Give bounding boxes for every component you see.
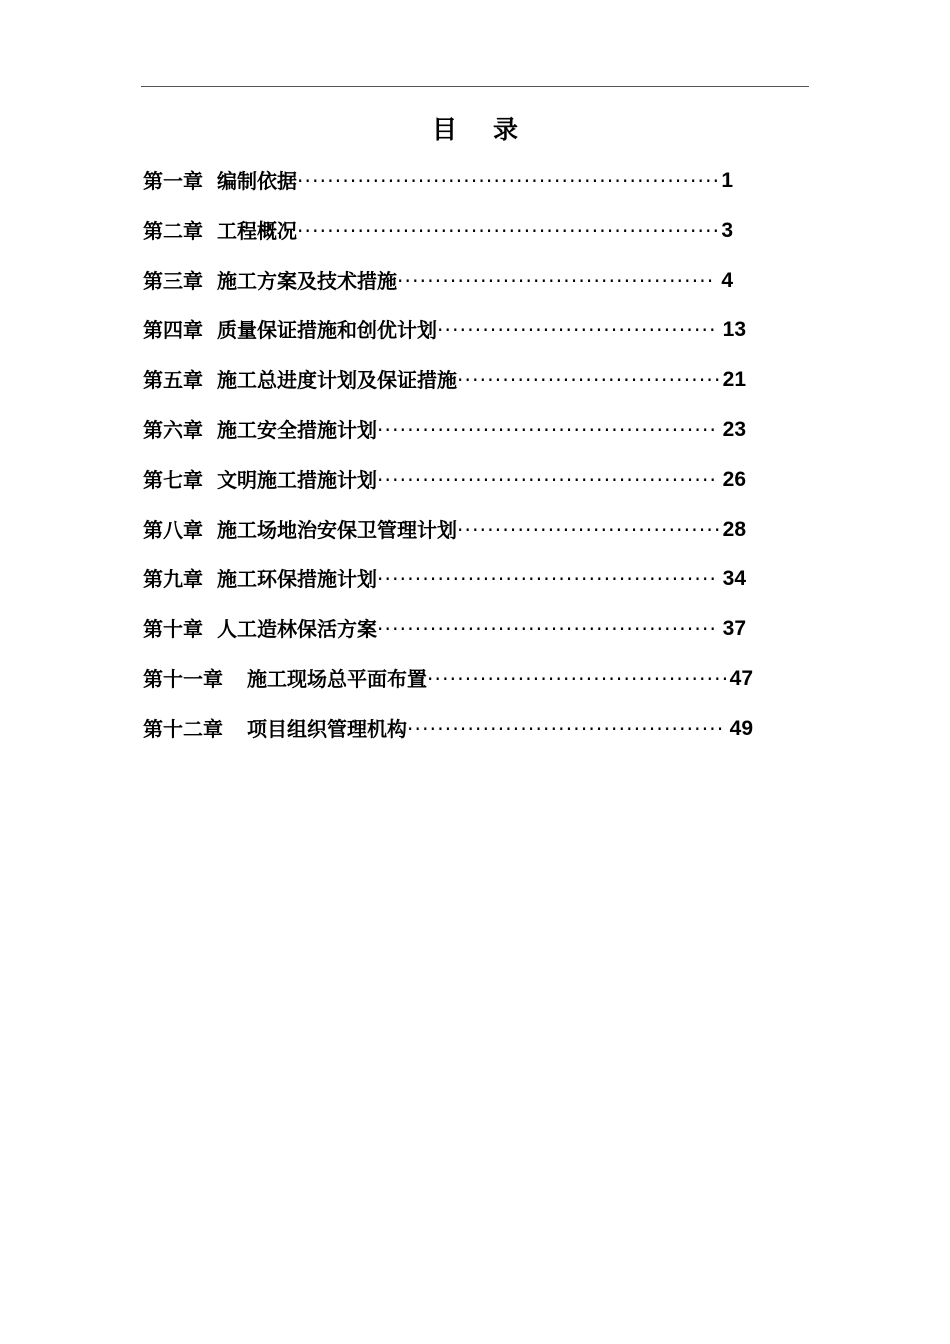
toc-page-number: 13 (722, 318, 746, 342)
toc-page-number: 23 (722, 417, 746, 441)
toc-dot-leader: ············································· (377, 417, 718, 442)
toc-page-number: 34 (722, 567, 746, 591)
toc-chapter-name: 项目组织管理机构 (247, 716, 407, 741)
toc-dot-leader: ························································ (297, 218, 721, 243)
toc-dot-leader: ·········································· (397, 268, 715, 293)
toc-dot-leader: ············································· (377, 567, 718, 592)
toc-chapter-name: 编制依据 (217, 169, 297, 193)
toc-dot-leader: ························································ (297, 169, 721, 193)
toc-entry[interactable] (143, 166, 753, 216)
toc-chapter-number: 第三章 (143, 268, 203, 293)
toc-dot-leader: ····································· (437, 318, 717, 343)
toc-page-number: 28 (722, 517, 746, 541)
toc-dot-leader: ·········································· (407, 716, 725, 741)
toc-entry[interactable] (143, 714, 753, 764)
toc-chapter-name: 工程概况 (217, 218, 297, 243)
toc-chapter-number: 第十二章 (143, 716, 223, 741)
toc-chapter-name: 文明施工措施计划 (217, 467, 377, 492)
toc-title-char-2: 录 (493, 115, 519, 144)
toc-page-number: 26 (722, 467, 746, 491)
toc-dot-leader: ············································· (377, 467, 718, 492)
toc-chapter-name: 施工场地治安保卫管理计划 (217, 517, 457, 542)
toc-dot-leader: ········································ (427, 666, 730, 691)
toc-chapter-number: 第十章 (143, 617, 203, 642)
toc-chapter-number: 第六章 (143, 417, 203, 442)
toc-chapter-number: 第八章 (143, 517, 203, 542)
toc-entry[interactable] (143, 365, 753, 415)
toc-title (0, 112, 950, 148)
toc-page-number: 37 (722, 617, 746, 641)
toc-chapter-name: 施工总进度计划及保证措施 (217, 368, 457, 393)
toc-chapter-number: 第一章 (143, 169, 203, 193)
toc-entry[interactable] (143, 664, 753, 714)
toc-entry[interactable] (143, 614, 753, 664)
toc-chapter-number: 第二章 (143, 218, 203, 243)
toc-entry[interactable] (143, 315, 753, 365)
toc-chapter-name: 施工安全措施计划 (217, 417, 377, 442)
toc-dot-leader: ··································· (457, 517, 722, 542)
toc-chapter-name: 质量保证措施和创优计划 (217, 318, 437, 343)
toc-page-number: 4 (721, 268, 733, 292)
toc-chapter-number: 第五章 (143, 368, 203, 393)
toc-chapter-number: 第十一章 (143, 666, 223, 691)
toc-entry[interactable] (143, 564, 753, 614)
toc-page-number: 21 (722, 368, 746, 392)
toc-title-char-1: 目 (431, 115, 457, 144)
toc-page-number: 47 (729, 666, 753, 690)
toc-dot-leader: ············································· (377, 617, 718, 642)
toc-entry[interactable] (143, 515, 753, 565)
toc-page-number: 1 (721, 169, 733, 192)
toc-dot-leader: ··································· (457, 368, 722, 393)
toc-entry[interactable] (143, 266, 753, 316)
toc-chapter-name: 人工造林保活方案 (217, 617, 377, 642)
toc-chapter-name: 施工环保措施计划 (217, 567, 377, 592)
toc-chapter-name: 施工方案及技术措施 (217, 268, 397, 293)
header-rule (141, 86, 809, 87)
toc-chapter-number: 第九章 (143, 567, 203, 592)
toc-chapter-number: 第四章 (143, 318, 203, 343)
toc-chapter-name: 施工现场总平面布置 (247, 666, 427, 691)
toc-list (143, 166, 753, 764)
toc-chapter-number: 第七章 (143, 467, 203, 492)
toc-entry[interactable] (143, 465, 753, 515)
toc-entry[interactable] (143, 415, 753, 465)
toc-page-number: 3 (721, 218, 733, 242)
toc-entry[interactable] (143, 216, 753, 266)
toc-page-number: 49 (729, 716, 753, 740)
